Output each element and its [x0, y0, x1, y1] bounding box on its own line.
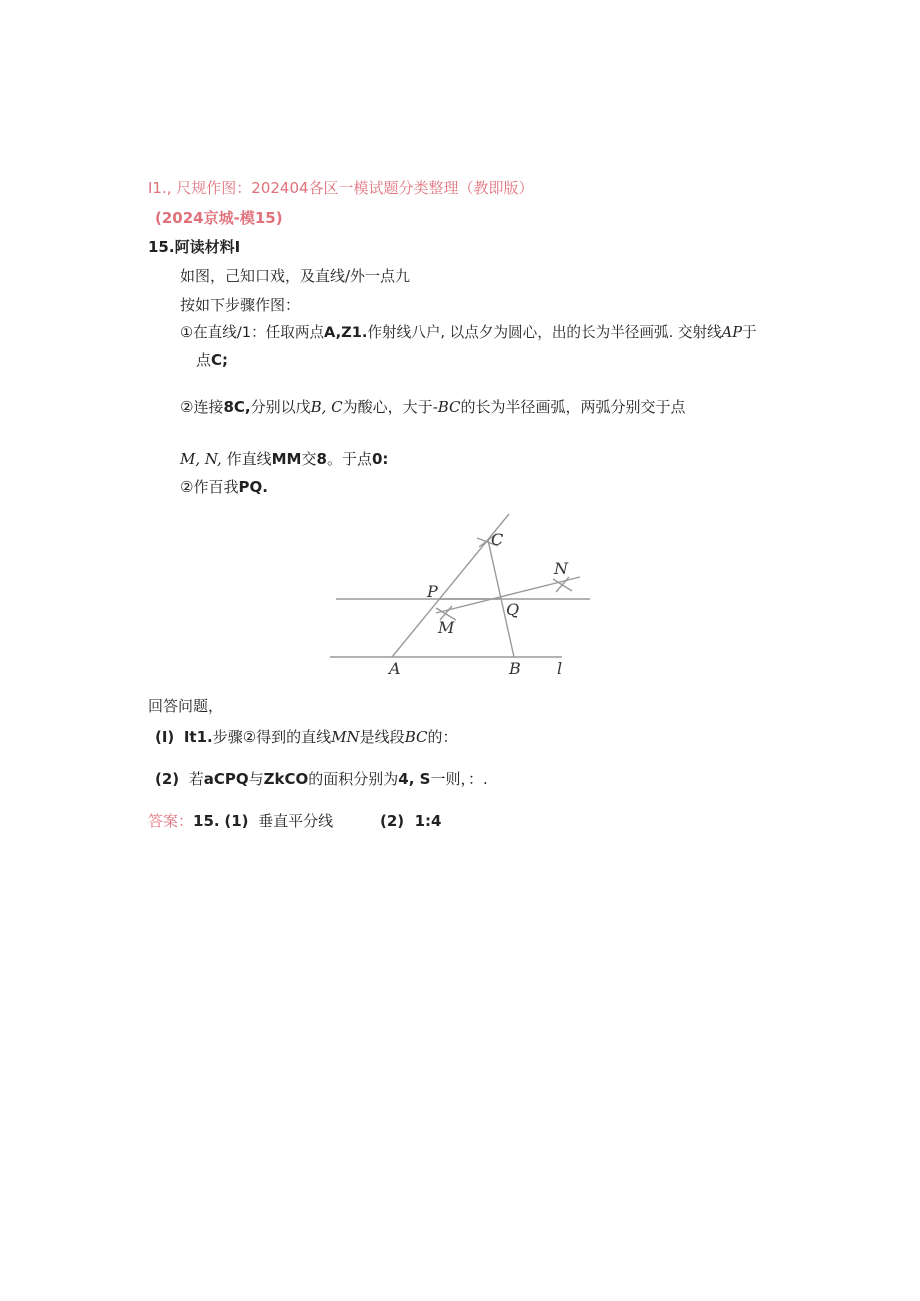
- answer-part-1: (1): [224, 812, 249, 830]
- problem-heading: [148, 237, 240, 257]
- step-3-pq: PQ.: [238, 478, 268, 496]
- step-2-text-g: 的长为半径画弧，两弧分别交于点: [460, 398, 686, 416]
- section-title: [148, 178, 534, 198]
- problem-heading-text: 15.阿读材料I: [148, 238, 241, 256]
- q2-s: 4, S: [398, 770, 431, 788]
- answer-line-2: [380, 811, 441, 831]
- problem-intro-1: [180, 266, 410, 286]
- q2-text-d: 与: [248, 770, 264, 788]
- label-q: Q: [506, 600, 520, 619]
- step-1-continued: [196, 350, 228, 370]
- step-2-half-bc: -BC: [432, 398, 461, 416]
- step-1-point-c: C;: [211, 351, 229, 369]
- label-n: N: [554, 559, 568, 578]
- answer-1-text: 垂直平分线: [258, 812, 334, 830]
- step-1-points: A,Z1.: [324, 324, 368, 341]
- step-2: [180, 397, 686, 417]
- step-2-text-m: 。于点: [326, 450, 372, 468]
- section-title-text: I1., 尺规作图：202404各区一模试题分类整理（教即版）: [148, 179, 534, 197]
- answer-part-2: (2): [380, 812, 405, 830]
- label-l: l: [557, 659, 563, 678]
- step-2-text-e: 为酸心，大于: [342, 398, 433, 416]
- step-2-mn: M, N,: [180, 450, 222, 468]
- step-1: [180, 323, 757, 343]
- step-2-eight: 8: [316, 450, 327, 468]
- step-1-ray: AP: [721, 324, 743, 341]
- q2-number: (2): [155, 770, 180, 788]
- problem-intro-2: [180, 295, 300, 315]
- problem-source: [155, 208, 283, 228]
- questions-prompt: [148, 696, 223, 716]
- q1-label: It1.: [183, 728, 213, 746]
- step-2-line-mm: MM: [271, 450, 302, 468]
- q1-text-g: 的：: [427, 728, 458, 746]
- q2-text-f: 的面积分别为: [308, 770, 399, 788]
- q1-number: (I): [155, 728, 175, 746]
- step-2-text-k: 交: [301, 450, 317, 468]
- q2-text-b: 若: [188, 770, 204, 788]
- answer-number: 15.: [193, 812, 220, 830]
- step-3: [180, 477, 268, 497]
- step-2-text-a: ②连接: [180, 398, 224, 416]
- answer-label: 答案：: [148, 812, 194, 830]
- step-3-text-a: ②作百我: [180, 478, 239, 496]
- answer-line: [148, 811, 333, 831]
- label-a: A: [389, 659, 401, 678]
- answer-2-text: 1:4: [414, 812, 442, 830]
- step-2-points: B, C: [310, 398, 343, 416]
- step-2-point-o: 0:: [371, 450, 389, 468]
- q2-kco: ZkCO: [263, 770, 309, 788]
- step-2-continued: [180, 449, 388, 469]
- intro-2-text: 按如下步骤作图：: [180, 296, 301, 314]
- step-1-text-f: 点: [196, 351, 212, 369]
- q2-text-h: 一则，：.: [430, 770, 488, 788]
- questions-prompt-text: 回答问题，: [148, 697, 224, 715]
- problem-source-text: (2024京城-模15): [155, 209, 283, 227]
- geometry-figure: [328, 510, 598, 685]
- label-c: C: [491, 530, 504, 549]
- q1-bc: BC: [404, 728, 428, 746]
- q2-cpq: aCPQ: [203, 770, 249, 788]
- question-1: [155, 727, 457, 747]
- q1-mn: MN: [331, 728, 360, 746]
- step-1-text-e: 于: [742, 324, 757, 341]
- question-2: [155, 769, 488, 789]
- arc-n-2: [556, 577, 569, 592]
- step-1-text-a: ①在直线/1：任取两点: [180, 324, 325, 341]
- step-2-text-i: 作直线: [221, 450, 272, 468]
- intro-1-text: 如图，己知口戏，及直线/外一点九: [180, 267, 411, 285]
- step-1-text-c: 作射线八户, 以点夕为圆心，出的长为半径画弧. 交射线: [367, 324, 722, 341]
- figure-lines: [330, 514, 590, 657]
- step-2-text-c: 分别以戊: [250, 398, 311, 416]
- step-2-segment: 8C,: [223, 398, 251, 416]
- label-b: B: [509, 659, 521, 678]
- label-m: M: [438, 618, 455, 637]
- label-p: P: [427, 582, 438, 601]
- q1-text-c: 步骤②得到的直线: [212, 728, 332, 746]
- q1-text-e: 是线段: [359, 728, 405, 746]
